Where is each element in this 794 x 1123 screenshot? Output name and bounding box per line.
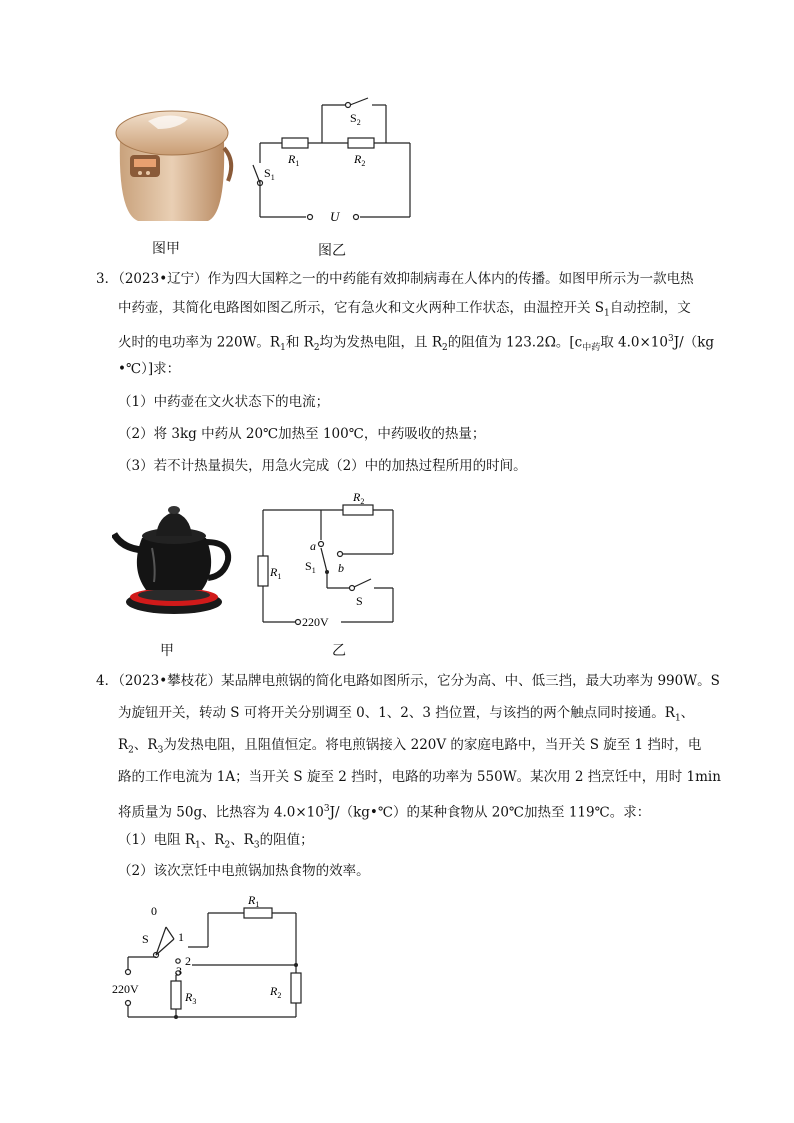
fig3-r3-label: $R_3$ [185,990,197,1006]
fig3-s-label: S [142,932,149,946]
figure-2 [108,488,408,658]
fig3-zero-label: 0 [151,904,157,918]
q3-subquestion-1: （1）中药壶在文火状态下的电流； [118,394,330,410]
s2-label: $S_2$ [350,111,361,127]
figure-2-left-caption: 甲 [160,643,174,659]
q3-line-3: 火时的电功率为 220W。$R_1$和 $R_2$均为发热电阻，且 $R_2$的阻值为 123.2Ω。[$c_{中药}$取 $4.0\times 10^3J/(kg$ [118,334,715,354]
q3-line-4: •℃）]求： [118,361,181,377]
fig3-r1-label: $R_1$ [248,895,260,909]
q4-line-5: 将质量为 50g、比热容为 $4.0\times 10^3J/(kg•℃)$的某种食物从 20℃加热至 119℃。求： [118,804,651,821]
fig2-r1-label: $R_1$ [270,565,282,581]
fig2-r2-label: $R_2$ [353,490,365,506]
r2-label: $R_2$ [354,152,366,168]
circuit-diagram-1 [250,95,430,235]
s1-label: $S_1$ [264,166,275,182]
fig3-one-label: 1 [178,930,184,944]
q3-line-1: 3．（2023•辽宁）作为四大国粹之一的中药能有效抑制病毒在人体内的传播。如图甲所示为一款电热 [96,271,694,287]
fig3-r2-label: $R_2$ [270,984,282,1000]
fig2-b-label: b [338,561,344,575]
q3-line-2: 中药壶，其简化电路图如图乙所示，它有急火和文火两种工作状态，由温控开关 $S_1$自动控制，文 [118,300,691,319]
q3-subquestion-2: （2）将 3kg 中药从 20℃加热至 100℃，中药吸收的热量； [118,426,486,442]
q4-subquestion-1: （1）电阻 $R_1$、$R_2$、$R_3$的阻值； [118,832,314,851]
fig2-s-label: S [356,594,363,608]
q3-subquestion-3: （3）若不计热量损失，用急火完成（2）中的加热过程所用的时间。 [118,458,527,474]
q4-line-4: 路的工作电流为 1A；当开关 S 旋至 2 挡时，电路的功率为 550W。某次用 2 挡烹饪中，用时 1min [118,769,721,785]
figure-1-right-caption: 图乙 [318,243,346,259]
circuit-diagram-3 [108,895,308,1025]
q4-line-3: $R_2$、$R_3$为发热电阻，且阻值恒定。将电煎锅接入 220V 的家庭电路中，当开关 S 旋至 1 挡时，电 [118,737,702,756]
q4-line-2: 为旋钮开关，转动 S 可将开关分别调至 0、1、2、3 挡位置，与该挡的两个触点同时接通。$R_1$、 [118,705,695,724]
figure-1 [100,95,430,265]
r1-label: $R_1$ [288,152,300,168]
circuit-diagram-2 [253,488,403,633]
herbal-pot-image [112,498,242,618]
fig2-s1-label: $S_1$ [305,559,316,575]
q4-subquestion-2: （2）该次烹饪中电煎锅加热食物的效率。 [118,863,370,879]
q4-line-1: 4．（2023•攀枝花）某品牌电煎锅的简化电路如图所示，它分为高、中、低三挡，最大功率为 990W。S [96,673,720,689]
fig3-voltage-label: 220V [112,982,139,996]
u-label: U [330,209,340,224]
figure-1-left-caption: 图甲 [152,241,180,257]
fig2-voltage-label: 220V [302,615,329,629]
fig2-a-label: a [310,539,316,553]
figure-2-right-caption: 乙 [332,643,346,659]
rice-cooker-image [108,103,238,228]
fig3-two-label: 2 [185,954,191,968]
fig3-three-label: 3 [176,964,182,978]
